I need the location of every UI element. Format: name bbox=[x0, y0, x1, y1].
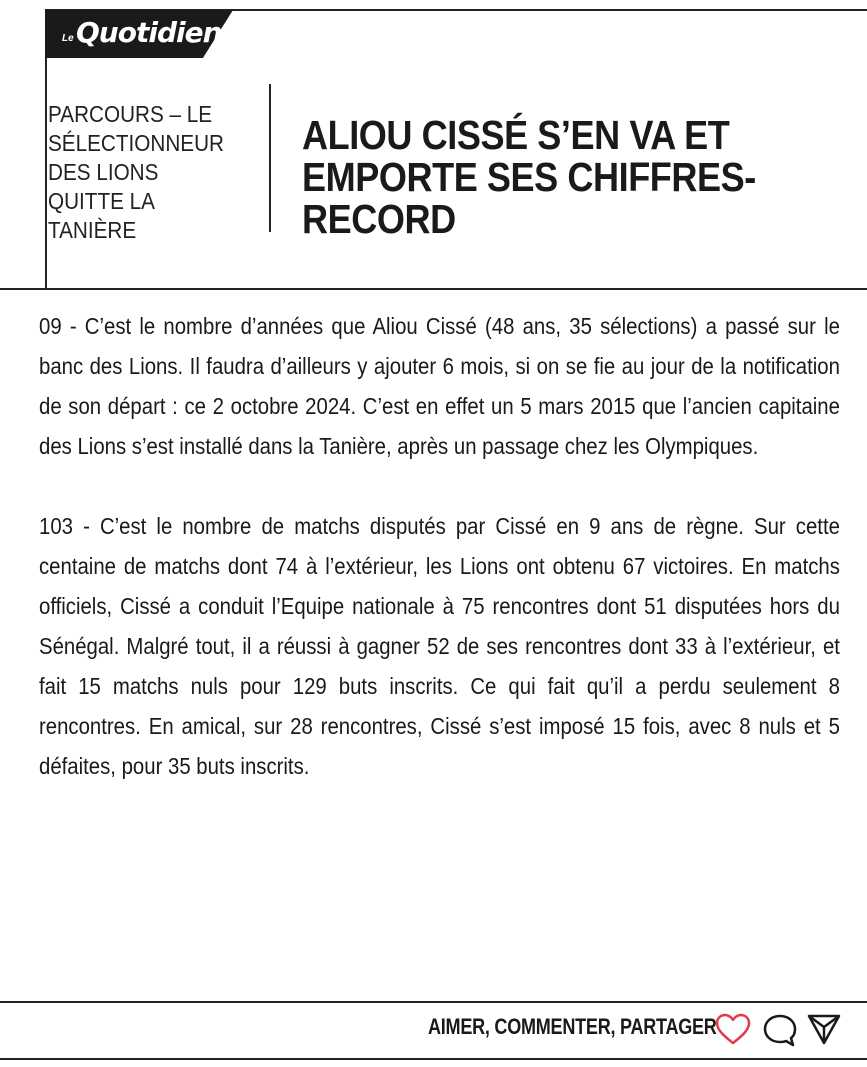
article-body bbox=[39, 306, 840, 826]
article-headline: ALIOU CISSÉ S’EN VA ET EMPORTE SES CHIFFRES-RECORD bbox=[302, 112, 756, 242]
logo-prefix: Le bbox=[62, 33, 74, 44]
actions-label: AIMER, COMMENTER, PARTAGER bbox=[428, 1014, 717, 1039]
paragraph-years: 09 - C’est le nombre d’années que Aliou Cissé (48 ans, 35 sélections) a passé sur le banc des Lions. Il faudra d’ailleurs y ajouter 6 mois, si on se fie au jour de la notification de son départ : ce 2 octobre 2024. C’est en effet un 5 mars 2015 que l’ancien capitaine des Lions s’est installé dans la Tanière, après un passage chez les Olympiques. bbox=[39, 313, 840, 459]
heart-icon[interactable] bbox=[714, 1012, 752, 1046]
footer-top-rule bbox=[0, 1001, 867, 1003]
article-kicker: PARCOURS – LE SÉLECTIONNEUR DES LIONS QUITTE LA TANIÈRE bbox=[48, 101, 224, 243]
section-rule bbox=[0, 288, 867, 290]
logo-name: Quotidien bbox=[76, 16, 222, 49]
comment-icon[interactable] bbox=[762, 1012, 798, 1048]
paragraph-matches: 103 - C’est le nombre de matchs disputés par Cissé en 9 ans de règne. Sur cette centaine de matchs dont 74 à l’extérieur, les Lions ont obtenu 67 victoires. En matchs officiels, Cissé a conduit l’Equipe nationale à 75 rencontres dont 51 disputées hors du Sénégal. Malgré tout, il a réussi à gagner 52 de ses rencontres dont 33 à l’extérieur, et fait 15 matchs nuls pour 129 buts inscrits. Ce qui fait qu’il a perdu seulement 8 rencontres. En amical, sur 28 rencontres, Cissé s’est imposé 15 fois, avec 8 nuls et 5 défaites, pour 35 buts inscrits. bbox=[39, 513, 840, 779]
header-divider bbox=[269, 84, 271, 232]
share-icon[interactable] bbox=[806, 1012, 842, 1046]
footer-bottom-rule bbox=[0, 1058, 867, 1060]
